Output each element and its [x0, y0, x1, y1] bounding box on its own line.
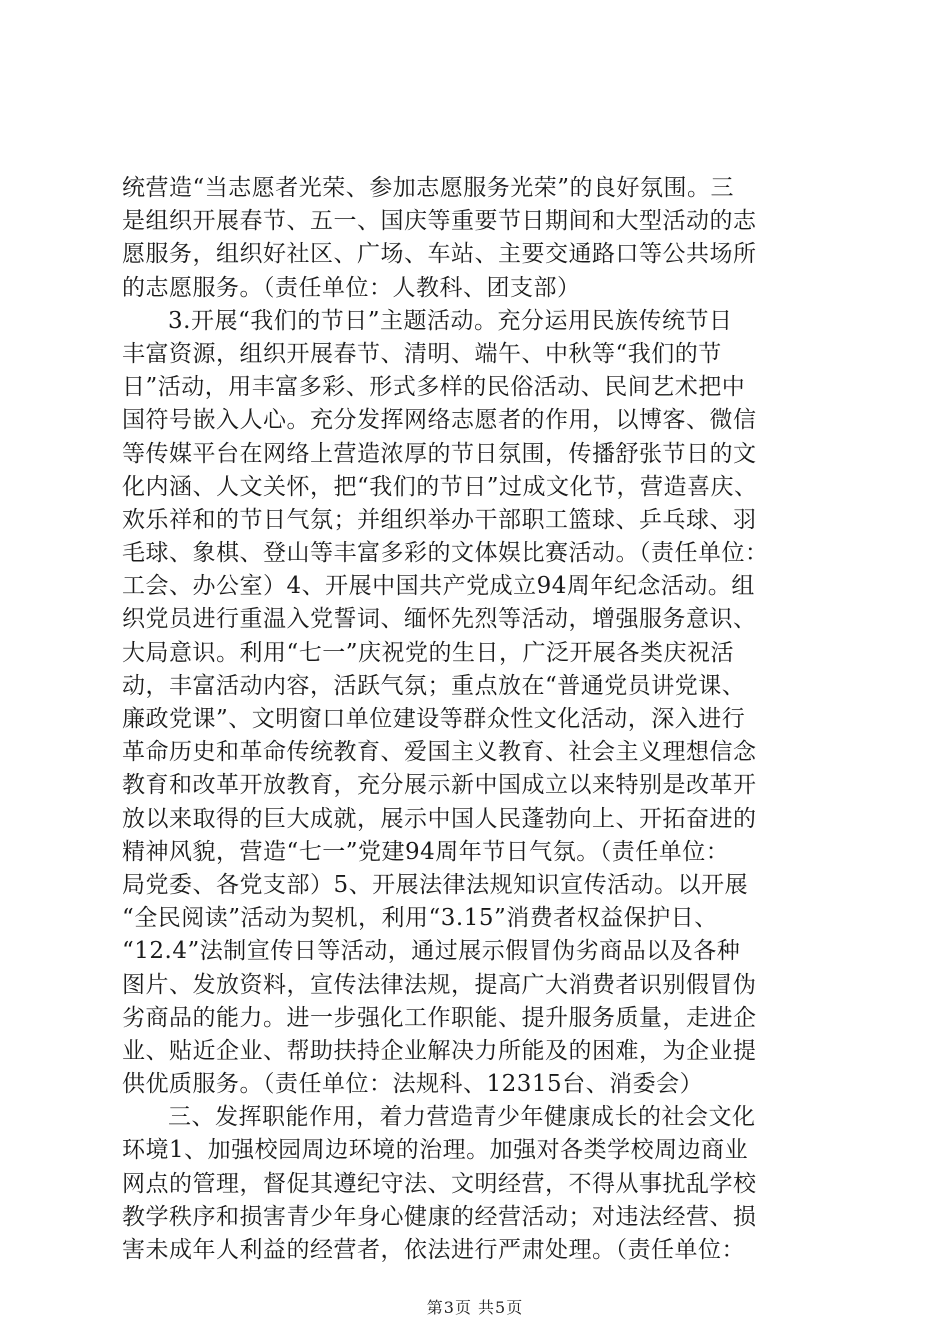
text-line: 局党委、各党支部）5、开展法律法规知识宣传活动。以开展 [122, 871, 749, 898]
text-line: 工会、办公室）4、开展中国共产党成立94周年纪念活动。组 [122, 573, 755, 600]
text-line: 廉政党课”、文明窗口单位建设等群众性文化活动，深入进行 [122, 706, 746, 732]
page-footer: 第3页 共5页 [426, 1298, 524, 1317]
text-line: 丰富资源，组织开展春节、清明、端午、中秋等“我们的节 [122, 340, 722, 367]
text-line: 欢乐祥和的节日气氛；并组织举办干部职工篮球、乒乓球、羽 [122, 506, 757, 533]
text-line: “12.4”法制宣传日等活动，通过展示假冒伪劣商品以及各种 [122, 938, 741, 965]
text-line: 3.开展“我们的节日”主题活动。充分运用民族传统节日 [168, 307, 733, 334]
text-line: 放以来取得的巨大成就，展示中国人民蓬勃向上、开拓奋进的 [122, 805, 757, 832]
text-line: 等传媒平台在网络上营造浓厚的节日氛围，传播舒张节日的文 [122, 440, 757, 467]
text-line: 图片、发放资料，宣传法律法规，提高广大消费者识别假冒伪 [122, 971, 757, 998]
text-line: 业、贴近企业、帮助扶持企业解决力所能及的困难，为企业提 [122, 1037, 757, 1064]
text-line: 供优质服务。（责任单位：法规科、12315台、消委会） [122, 1071, 704, 1098]
text-line: 日”活动，用丰富多彩、形式多样的民俗活动、民间艺术把中 [122, 374, 746, 401]
text-line: 化内涵、人文关怀，把“我们的节日”过成文化节，营造喜庆、 [122, 473, 758, 500]
text-line: 动，丰富活动内容，活跃气氛；重点放在“普通党员讲党课、 [122, 672, 746, 699]
text-line: 精神风貌，营造“七一”党建94周年节日气氛。（责任单位： [122, 838, 730, 865]
text-line: 的志愿服务。（责任单位：人教科、团支部） [122, 274, 581, 301]
text-line: 国符号嵌入人心。充分发挥网络志愿者的作用，以博客、微信 [122, 407, 757, 434]
document-body [122, 172, 838, 1267]
text-line: 劣商品的能力。进一步强化工作职能、提升服务质量，走进企 [122, 1004, 757, 1031]
text-line: 环境1、加强校园周边环境的治理。加强对各类学校周边商业 [122, 1137, 749, 1164]
text-line: 大局意识。利用“七一”庆祝党的生日，广泛开展各类庆祝活 [122, 639, 735, 666]
text-line: 教育和改革开放教育，充分展示新中国成立以来特别是改革开 [122, 772, 757, 799]
text-line: 教学秩序和损害青少年身心健康的经营活动；对违法经营、损 [122, 1203, 757, 1230]
text-line: 是组织开展春节、五一、国庆等重要节日期间和大型活动的志 [122, 208, 757, 235]
text-line: 织党员进行重温入党誓词、缅怀先烈等活动，增强服务意识、 [122, 606, 757, 633]
text-line: 毛球、象棋、登山等丰富多彩的文体娱比赛活动。（责任单位： [122, 540, 769, 567]
text-line: 革命历史和革命传统教育、爱国主义教育、社会主义理想信念 [122, 739, 757, 766]
text-line: 三、发挥职能作用，着力营造青少年健康成长的社会文化 [168, 1104, 756, 1131]
text-line: 网点的管理，督促其遵纪守法、文明经营，不得从事扰乱学校 [122, 1170, 757, 1197]
text-line: 害未成年人利益的经营者，依法进行严肃处理。（责任单位： [122, 1237, 745, 1263]
text-line: “全民阅读”活动为契机，利用“3.15”消费者权益保护日、 [122, 905, 718, 932]
text-line: 统营造“当志愿者光荣、参加志愿服务光荣”的良好氛围。三 [122, 175, 735, 201]
text-line: 愿服务，组织好社区、广场、车站、主要交通路口等公共场所 [122, 241, 757, 268]
